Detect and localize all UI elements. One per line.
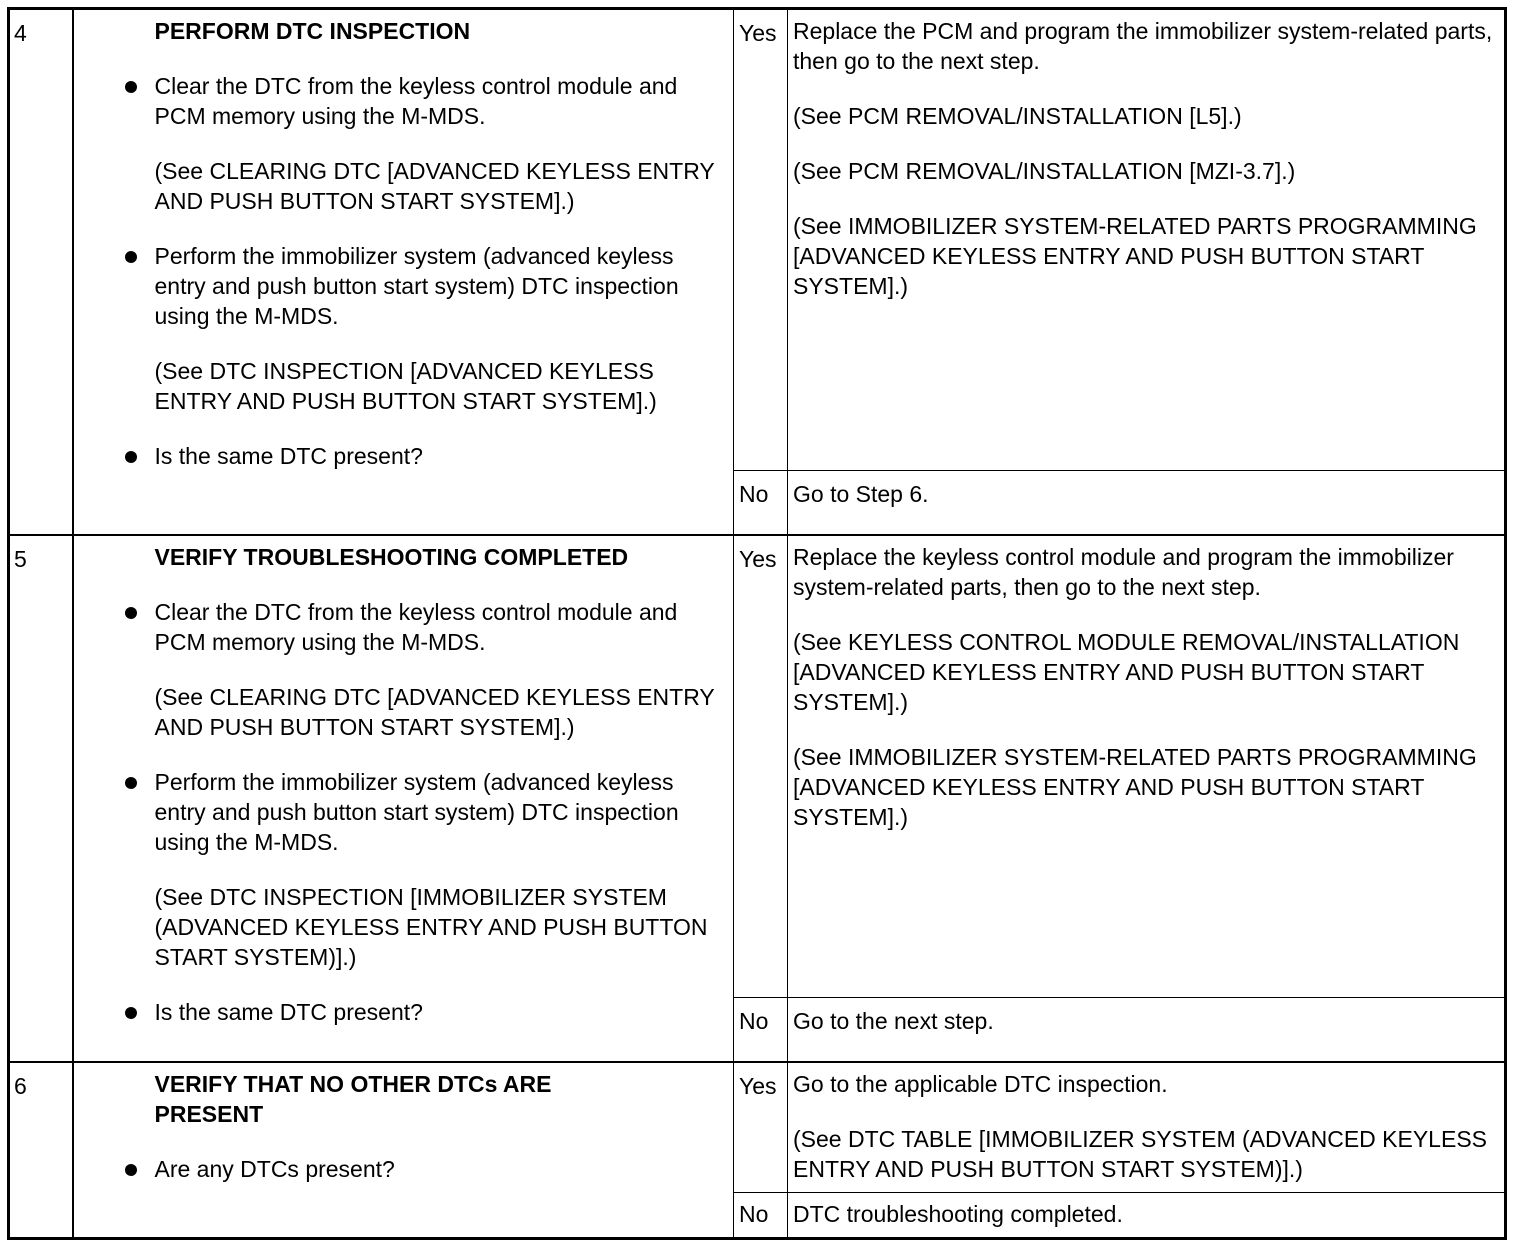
bullet-icon bbox=[125, 81, 137, 93]
step-5-yes-row bbox=[9, 535, 1506, 998]
no-action-text: DTC troubleshooting completed. bbox=[788, 1192, 1506, 1238]
bullet-text: Perform the immobilizer system (advanced keyless entry and push button start system) DTC inspection using the M-MDS. bbox=[154, 768, 679, 855]
yes-label: Yes bbox=[734, 1062, 788, 1193]
bullet-item bbox=[155, 767, 724, 857]
step-number: 4 bbox=[9, 9, 73, 535]
bullet-item bbox=[155, 241, 724, 331]
bullet-text: Perform the immobilizer system (advanced keyless entry and push button start system) DTC inspection using the M-MDS. bbox=[154, 243, 679, 329]
no-action-text: Go to the next step. bbox=[788, 998, 1506, 1062]
action-text: Go to the applicable DTC inspection. bbox=[793, 1070, 1168, 1097]
bullet-icon bbox=[125, 607, 137, 619]
reference-text: (See DTC INSPECTION [ADVANCED KEYLESS ENTRY AND PUSH BUTTON START SYSTEM].) bbox=[154, 358, 657, 414]
step-title: PERFORM DTC INSPECTION bbox=[154, 18, 471, 44]
bullet-icon bbox=[125, 1164, 137, 1176]
reference-text: (See PCM REMOVAL/INSTALLATION [MZI-3.7].) bbox=[793, 158, 1296, 184]
reference-text: (See CLEARING DTC [ADVANCED KEYLESS ENTRY AND PUSH BUTTON START SYSTEM].) bbox=[154, 158, 715, 214]
no-action-text: Go to Step 6. bbox=[788, 471, 1506, 535]
yes-label: Yes bbox=[734, 535, 788, 998]
inspection-cell bbox=[73, 9, 734, 535]
step-number: 6 bbox=[9, 1062, 73, 1239]
action-text: Replace the keyless control module and program the immobilizer system-related parts, then go to the next step. bbox=[793, 543, 1454, 600]
step-title: VERIFY TROUBLESHOOTING COMPLETED bbox=[154, 543, 629, 570]
step-title: VERIFY THAT NO OTHER DTCs ARE PRESENT bbox=[154, 1070, 552, 1127]
bullet-item bbox=[155, 597, 724, 657]
reference-text: (See DTC TABLE [IMMOBILIZER SYSTEM (ADVANCED KEYLESS ENTRY AND PUSH BUTTON START SYSTEM)].) bbox=[793, 1125, 1487, 1182]
reference-text: (See DTC INSPECTION [IMMOBILIZER SYSTEM (ADVANCED KEYLESS ENTRY AND PUSH BUTTON START SYSTEM)].) bbox=[154, 883, 708, 970]
no-label: No bbox=[734, 998, 788, 1062]
inspection-cell bbox=[73, 1062, 734, 1239]
action-text: Replace the PCM and program the immobilizer system-related parts, then go to the next step. bbox=[793, 18, 1493, 74]
bullet-text: Clear the DTC from the keyless control module and PCM memory using the M-MDS. bbox=[154, 598, 678, 655]
bullet-item bbox=[155, 71, 724, 131]
no-label: No bbox=[734, 471, 788, 535]
reference-text: (See IMMOBILIZER SYSTEM-RELATED PARTS PROGRAMMING [ADVANCED KEYLESS ENTRY AND PUSH BUTTON START SYSTEM].) bbox=[793, 743, 1477, 830]
step-4-yes-row bbox=[9, 9, 1506, 471]
bullet-item bbox=[155, 997, 724, 1027]
yes-label: Yes bbox=[734, 9, 788, 471]
step-6-yes-row bbox=[9, 1062, 1506, 1193]
reference-text: (See PCM REMOVAL/INSTALLATION [L5].) bbox=[793, 103, 1242, 129]
bullet-text: Clear the DTC from the keyless control module and PCM memory using the M-MDS. bbox=[154, 73, 678, 129]
reference-text: (See IMMOBILIZER SYSTEM-RELATED PARTS PROGRAMMING [ADVANCED KEYLESS ENTRY AND PUSH BUTTON START SYSTEM].) bbox=[793, 213, 1477, 299]
yes-action-cell bbox=[788, 1062, 1506, 1193]
bullet-icon bbox=[125, 451, 137, 463]
yes-action-cell bbox=[788, 9, 1506, 471]
no-label: No bbox=[734, 1192, 788, 1238]
bullet-icon bbox=[125, 777, 137, 789]
question-text: Are any DTCs present? bbox=[154, 1155, 395, 1182]
bullet-icon bbox=[125, 251, 137, 263]
diagnostic-procedure-table bbox=[7, 7, 1507, 1240]
yes-action-cell bbox=[788, 535, 1506, 998]
bullet-item bbox=[155, 1154, 724, 1184]
reference-text: (See KEYLESS CONTROL MODULE REMOVAL/INSTALLATION [ADVANCED KEYLESS ENTRY AND PUSH BUTTON START SYSTEM].) bbox=[793, 628, 1460, 715]
question-text: Is the same DTC present? bbox=[154, 998, 423, 1025]
bullet-icon bbox=[125, 1007, 137, 1019]
step-number: 5 bbox=[9, 535, 73, 1062]
inspection-cell bbox=[73, 535, 734, 1062]
question-text: Is the same DTC present? bbox=[154, 443, 423, 469]
reference-text: (See CLEARING DTC [ADVANCED KEYLESS ENTRY AND PUSH BUTTON START SYSTEM].) bbox=[154, 683, 715, 740]
bullet-item bbox=[155, 441, 724, 471]
